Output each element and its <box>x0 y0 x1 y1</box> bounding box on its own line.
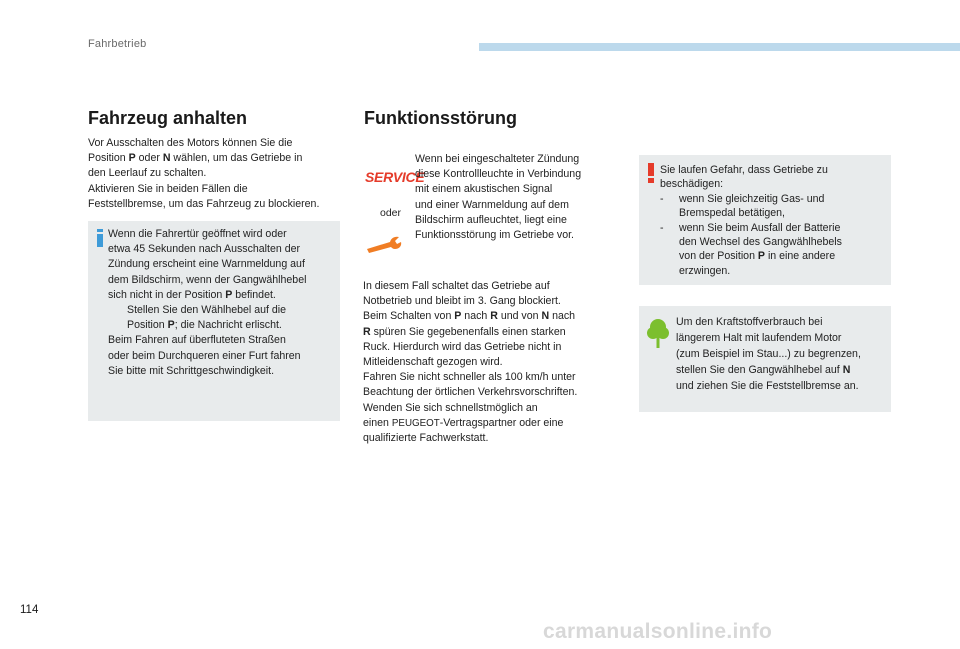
info-box: Wenn die Fahrertür geöffnet wird oder etwa 45 Sekunden nach Ausschalten der Zündung erscheint eine Warnmeldung auf dem Bildschirm, wenn der Gangwählhebel sich nicht in der Position P befindet. Stellen Sie den Wählhebel auf die Position P; die Nachricht erlischt. Beim Fahren auf überfluteten Straßen oder beim Durchqueren einer Furt fahren Sie bitte mit Schrittgeschwindigkeit. <box>88 221 340 421</box>
warning-exclamation-icon <box>648 163 654 188</box>
service-warning-icon: SERVICE <box>365 169 425 185</box>
heading-funktionsstoerung: Funktionsstörung <box>364 108 517 128</box>
service-description: Wenn bei eingeschalteter Zündung diese Kontrollleuchte in Verbindung mit einem akustischen Signal und einer Warnmeldung auf dem Bildschirm aufleuchtet, liegt eine Funktionsstörung im Getriebe vor. <box>415 153 582 242</box>
header-bar <box>479 43 960 51</box>
watermark-text: carmanualsonline.info <box>543 620 773 643</box>
section-title: Fahrbetrieb <box>88 38 147 50</box>
bullet-item: Stellen Sie den Wählhebel auf die Position P; die Nachricht erlischt. <box>108 303 340 333</box>
warning-item: - wenn Sie beim Ausfall der Batterie den Wechsel des Gangwählhebels von der Position P in eine andere erzwingen. <box>660 221 842 277</box>
intro-paragraph: Vor Ausschalten des Motors können Sie die Position P oder N wählen, um das Getriebe in den Leerlauf zu schalten. Aktivieren Sie in beiden Fällen die Feststellbremse, um das Fahrzeug zu blockieren. <box>88 137 320 210</box>
wrench-icon <box>364 234 404 259</box>
warning-item: - wenn Sie gleichzeitig Gas- und Bremspedal betätigen, <box>660 192 825 220</box>
eco-tip-box: Um den Kraftstoffverbrauch bei längerem Halt mit laufendem Motor (zum Beispiel im Stau...) zu begrenzen, stellen Sie den Gangwählhebel auf N und ziehen Sie die Feststellbremse an. <box>639 306 891 412</box>
page-number: 114 <box>20 604 39 616</box>
notbetrieb-paragraph: In diesem Fall schaltet das Getriebe auf Notbetrieb und bleibt im 3. Gang blockiert. Beim Schalten von P nach R und von N nach R spüren Sie gegebenenfalls einen starken Ruck. Hierdurch wird das Getriebe nicht in Mitleidenschaft gezogen wird. Fahren Sie nicht schneller als 100 km/h unter Beachtung der örtlichen Verkehrsvorschriften. Wenden Sie sich schnellstmöglich an einen PEUGEOT-Vertragspartner oder eine qualifizierte Fachwerkstatt. <box>363 280 578 445</box>
oder-label: oder <box>380 207 402 219</box>
heading-fahrzeug-anhalten: Fahrzeug anhalten <box>88 108 248 128</box>
info-icon <box>97 229 103 252</box>
eco-tree-icon <box>647 318 669 355</box>
arrow-bullet-icon <box>108 303 127 333</box>
warning-box: Sie laufen Gefahr, dass Getriebe zu beschädigen: - wenn Sie gleichzeitig Gas- und Bremspedal betätigen, - wenn Sie beim Ausfall der Batterie den Wechsel des Gangwählhebels von der Position P in eine andere erzwingen. <box>639 155 891 285</box>
